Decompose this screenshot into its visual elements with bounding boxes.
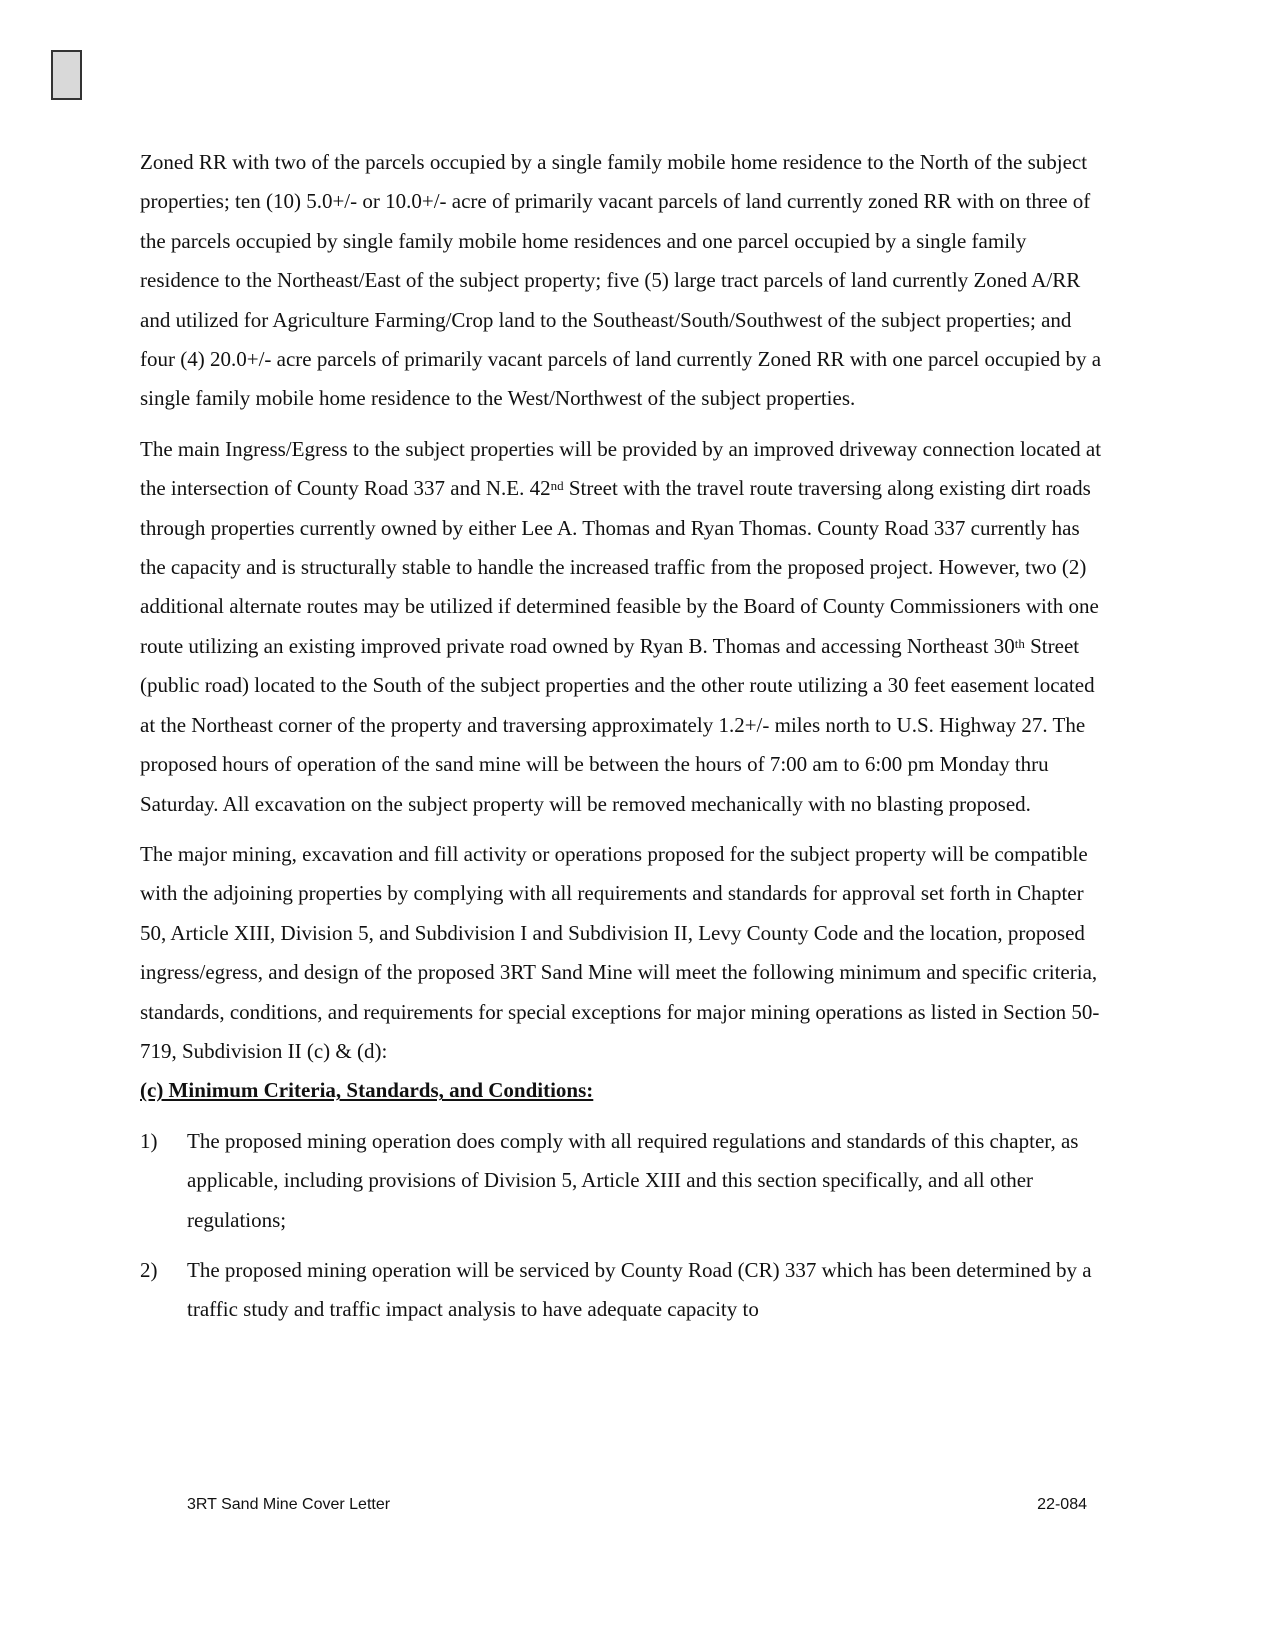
document-body: [140, 143, 1105, 1341]
list-item-text: The proposed mining operation will be serviced by County Road (CR) 337 which has been determined by a traffic study and traffic impact analysis to have adequate capacity to: [187, 1257, 1092, 1322]
paragraph-mining-compatibility: The major mining, excavation and fill activity or operations proposed for the subject property will be compatible with the adjoining properties by complying with all requirements and standards for approval set forth in Chapter 50, Article XIII, Division 5, and Subdivision I and Subdivision II, Levy County Code and the location, proposed ingress/egress, and design of the proposed 3RT Sand Mine will meet the following minimum and specific criteria, standards, conditions, and requirements for special exceptions for major mining operations as listed in Section 50-719, Subdivision II (c) & (d):: [140, 841, 1100, 1063]
list-item-text: The proposed mining operation does comply with all required regulations and standards of this chapter, as applicable, including provisions of Division 5, Article XIII and this section specifically, and all other regulations;: [187, 1128, 1079, 1232]
footer-document-number: 22-084: [1037, 1496, 1087, 1513]
superscript-nd: nd: [550, 478, 564, 494]
list-item: [140, 1122, 1105, 1240]
list-item-number: 1): [140, 1128, 158, 1153]
section-heading-minimum-criteria: (c) Minimum Criteria, Standards, and Conditions:: [140, 1078, 594, 1103]
footer-document-title: 3RT Sand Mine Cover Letter: [187, 1496, 391, 1513]
page-footer: [187, 1496, 1087, 1514]
superscript-th: th: [1014, 635, 1025, 651]
list-item-number: 2): [140, 1257, 158, 1282]
ingress-text-part-3: Street (public road) located to the South of the subject properties and the other route utilizing a 30 feet easement located at the Northeast corner of the property and traversing approximately 1.2+/- miles north to U.S. Highway 27. The proposed hours of operation of the sand mine will be between the hours of 7:00 am to 6:00 pm Monday thru Saturday. All excavation on the subject property will be removed mechanically with no blasting proposed.: [140, 633, 1095, 816]
paragraph-surrounding-zoning: Zoned RR with two of the parcels occupied by a single family mobile home residence to the North of the subject properties; ten (10) 5.0+/- or 10.0+/- acre of primarily vacant parcels of land currently zoned RR with on three of the parcels occupied by single family mobile home residences and one parcel occupied by a single family residence to the Northeast/East of the subject property; five (5) large tract parcels of land currently Zoned A/RR and utilized for Agriculture Farming/Crop land to the Southeast/South/Southwest of the subject properties; and four (4) 20.0+/- acre parcels of primarily vacant parcels of land currently Zoned RR with one parcel occupied by a single family mobile home residence to the West/Northwest of the subject properties.: [140, 150, 1102, 411]
paragraph-ingress-egress: [140, 430, 1105, 824]
ingress-text-part-2: Street with the travel route traversing along existing dirt roads through properties currently owned by either Lee A. Thomas and Ryan Thomas. County Road 337 currently has the capacity and is structurally stable to handle the increased traffic from the proposed project. However, two (2) additional alternate routes may be utilized if determined feasible by the Board of County Commissioners with one route utilizing an existing improved private road owned by Ryan B. Thomas and accessing Northeast 30: [140, 476, 1099, 658]
ingress-text-part-1: The main Ingress/Egress to the subject properties will be provided by an improved driveway connection located at the intersection of County Road 337 and N.E. 42: [140, 436, 1102, 501]
list-item: [140, 1251, 1105, 1330]
page-marker-box: [51, 50, 82, 100]
